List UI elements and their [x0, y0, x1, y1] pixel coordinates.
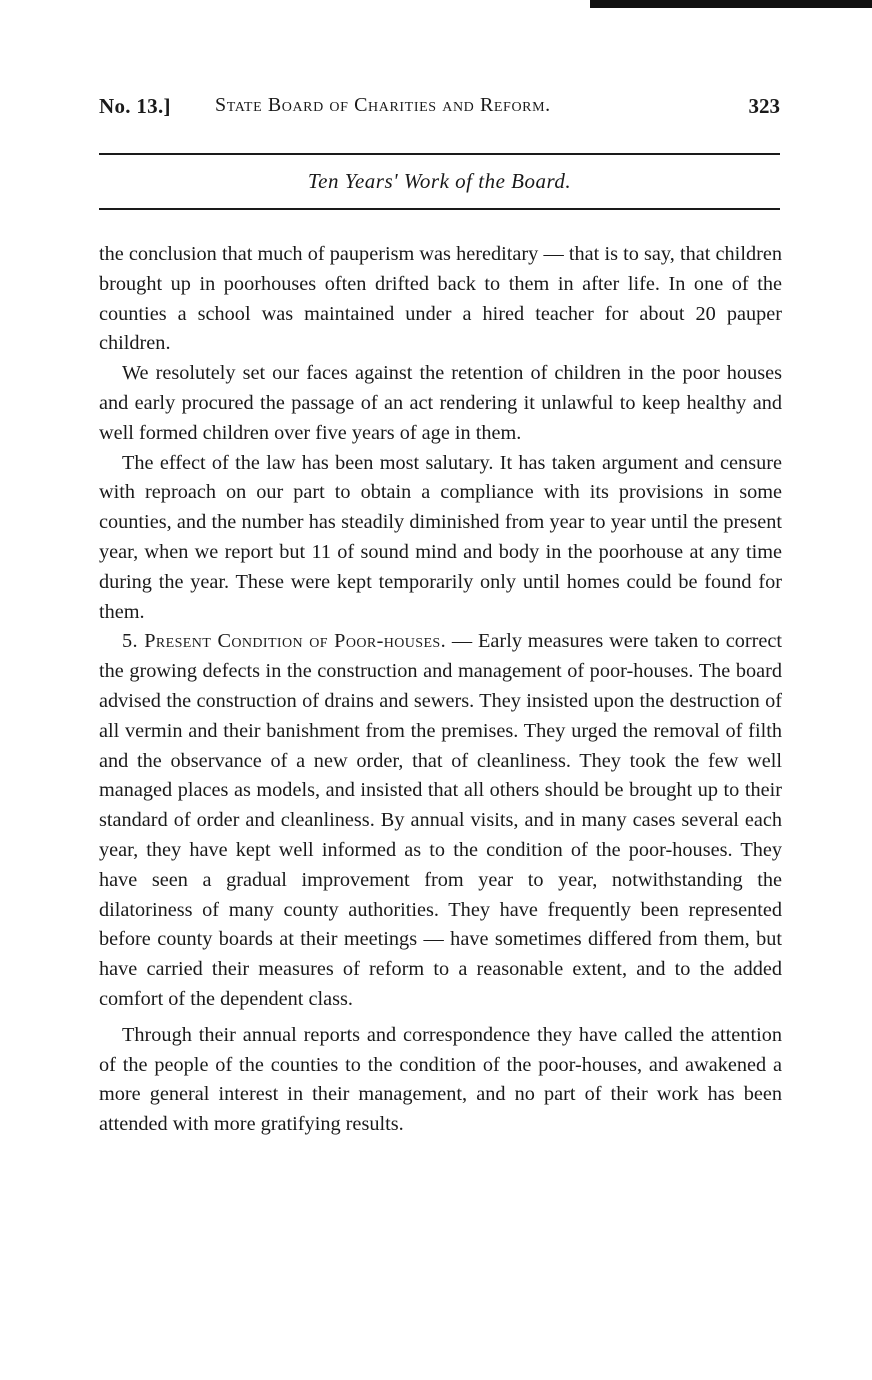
body-text — [99, 240, 782, 1140]
header-rule-bottom — [99, 208, 780, 210]
paragraph-continuation: the conclusion that much of pauperism was hereditary — that is to say, that children brought up in poorhouses often drifted back to them in after life. In one of the counties a school was maintained under a hired teacher for about 20 pauper children. — [99, 243, 782, 355]
paragraph-present-condition — [99, 627, 782, 1014]
running-title: State Board of Charities and Reform. — [215, 94, 551, 116]
document-number: No. 13.] — [99, 94, 171, 118]
paragraph-present-condition-text: — Early measures were taken to correct the growing defects in the construction and management of poor-houses. The board advised the construction of drains and sewers. They insisted upon the destruction of all vermin and their banishment from the premises. They urged the removal of filth and the observance of a new order, that of cleanliness. They took the few well managed places as models, and insisted that all others should be brought up to their standard of order and cleanliness. By annual visits, and in many cases several each year, they have kept well informed as to the condition of the poor-houses. They have seen a gradual improvement from year to year, notwithstanding the dilatoriness of many county authorities. They have frequently been represented before county boards at their meetings — have sometimes differed from them, but have carried their measures of reform to a reasonable extent, and to the added comfort of the dependent class. — [99, 630, 782, 1010]
paragraph-effect-of-law: The effect of the law has been most salutary. It has taken argument and censure with reproach on our part to obtain a compliance with its provisions in some counties, and the number has steadily diminished from year to year until the present year, when we report but 11 of sound mind and body in the poorhouse at any time during the year. These were kept temporarily only until homes could be found for them. — [99, 451, 782, 623]
header-rule-top — [99, 153, 780, 155]
page-number: 323 — [748, 94, 780, 118]
section-heading-present-condition: 5. Present Condition of Poor-houses. — [122, 630, 447, 653]
section-title: Ten Years' Work of the Board. — [307, 169, 572, 193]
paragraph-children-retention: We resolutely set our faces against the retention of children in the poor houses and early procured the passage of an act rendering it unlawful to keep healthy and well formed children over five years of age in them. — [99, 362, 782, 444]
page-edge-shadow — [590, 0, 872, 8]
paragraph-annual-reports: Through their annual reports and correspondence they have called the attention of the people of the counties to the condition of the poor-houses, and awakened a more general interest in their management, and no part of their work has been attended with more gratifying results. — [99, 1023, 782, 1136]
running-header — [99, 94, 780, 124]
